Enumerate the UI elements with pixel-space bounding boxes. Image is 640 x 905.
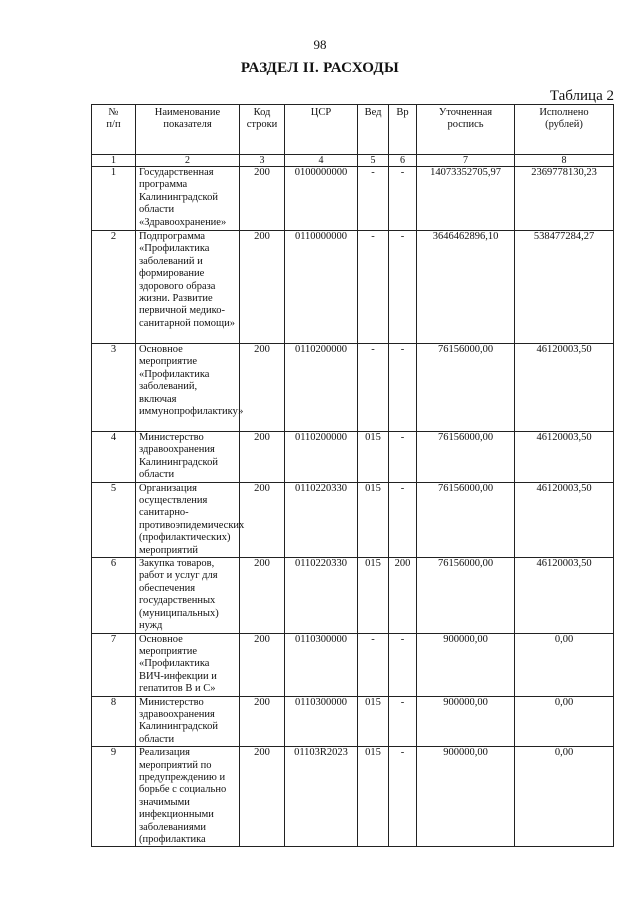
row-code: 200: [240, 747, 285, 847]
row-name: Основное мероприятие «Профилактика заболеваний, включая иммунопрофилактику»: [136, 344, 240, 432]
row-done: 0,00: [515, 633, 614, 696]
row-code: 200: [240, 633, 285, 696]
table-row: [92, 633, 614, 696]
row-plan: 900000,00: [417, 696, 515, 747]
row-vr: -: [389, 167, 417, 231]
row-ved: 015: [358, 432, 389, 483]
row-ved: -: [358, 167, 389, 231]
row-plan: 76156000,00: [417, 558, 515, 633]
col-header-csr: ЦСР: [285, 105, 358, 155]
row-ved: 015: [358, 696, 389, 747]
col-number: 6: [389, 155, 417, 167]
row-done: 46120003,50: [515, 558, 614, 633]
row-code: 200: [240, 432, 285, 483]
row-plan: 900000,00: [417, 747, 515, 847]
row-code: 200: [240, 231, 285, 344]
table-row: [92, 696, 614, 747]
expenses-table: [91, 104, 614, 847]
row-plan: 14073352705,97: [417, 167, 515, 231]
table-row: [92, 482, 614, 557]
row-name: Реализация мероприятий по предупреждению и борьбе с социально значимыми инфекционными заболеваниями (профилактика: [136, 747, 240, 847]
row-plan: 76156000,00: [417, 432, 515, 483]
col-header-plan: Уточненная роспись: [417, 105, 515, 155]
row-code: 200: [240, 482, 285, 557]
row-number: 2: [92, 231, 136, 344]
row-vr: -: [389, 432, 417, 483]
row-plan: 76156000,00: [417, 344, 515, 432]
row-csr: 0110220330: [285, 482, 358, 557]
row-number: 5: [92, 482, 136, 557]
row-csr: 0110220330: [285, 558, 358, 633]
row-number: 6: [92, 558, 136, 633]
col-header-done: Исполнено (рублей): [515, 105, 614, 155]
row-done: 46120003,50: [515, 482, 614, 557]
row-code: 200: [240, 696, 285, 747]
row-ved: 015: [358, 558, 389, 633]
row-csr: 01103R2023: [285, 747, 358, 847]
page-number: 98: [313, 37, 327, 52]
row-name: Закупка товаров, работ и услуг для обеспечения государственных (муниципальных) нужд: [136, 558, 240, 633]
row-csr: 0110300000: [285, 696, 358, 747]
col-number: 5: [358, 155, 389, 167]
col-header-code: Код строки: [240, 105, 285, 155]
row-vr: -: [389, 633, 417, 696]
column-number-row: [92, 155, 614, 167]
row-number: 4: [92, 432, 136, 483]
table-row: [92, 344, 614, 432]
table-row: [92, 432, 614, 483]
row-done: 2369778130,23: [515, 167, 614, 231]
row-code: 200: [240, 167, 285, 231]
table-row: [92, 231, 614, 344]
col-header-vr: Вр: [389, 105, 417, 155]
row-number: 9: [92, 747, 136, 847]
row-name: Государственная программа Калининградской области «Здравоохранение»: [136, 167, 240, 231]
table-row: [92, 747, 614, 847]
row-ved: -: [358, 231, 389, 344]
col-header-number: № п/п: [92, 105, 136, 155]
row-name: Основное мероприятие «Профилактика ВИЧ-инфекции и гепатитов В и С»: [136, 633, 240, 696]
row-vr: -: [389, 344, 417, 432]
row-vr: -: [389, 747, 417, 847]
row-code: 200: [240, 558, 285, 633]
row-done: 0,00: [515, 747, 614, 847]
header-row: [92, 105, 614, 155]
row-ved: 015: [358, 747, 389, 847]
row-csr: 0110300000: [285, 633, 358, 696]
row-vr: -: [389, 482, 417, 557]
col-header-name: Наименование показателя: [136, 105, 240, 155]
row-number: 1: [92, 167, 136, 231]
col-header-ved: Вед: [358, 105, 389, 155]
row-csr: 0110200000: [285, 432, 358, 483]
col-number: 8: [515, 155, 614, 167]
col-number: 1: [92, 155, 136, 167]
row-vr: -: [389, 696, 417, 747]
row-number: 8: [92, 696, 136, 747]
row-name: Министерство здравоохранения Калининградской области: [136, 696, 240, 747]
row-done: 538477284,27: [515, 231, 614, 344]
col-number: 4: [285, 155, 358, 167]
row-number: 3: [92, 344, 136, 432]
row-number: 7: [92, 633, 136, 696]
row-name: Министерство здравоохранения Калининградской области: [136, 432, 240, 483]
col-number: 3: [240, 155, 285, 167]
col-number: 2: [136, 155, 240, 167]
row-name: Организация осуществления санитарно-противоэпидемических (профилактических) мероприятий: [136, 482, 240, 557]
row-ved: 015: [358, 482, 389, 557]
row-ved: -: [358, 633, 389, 696]
table-row: [92, 167, 614, 231]
section-title: РАЗДЕЛ II. РАСХОДЫ: [240, 60, 400, 76]
row-code: 200: [240, 344, 285, 432]
row-plan: 900000,00: [417, 633, 515, 696]
row-plan: 76156000,00: [417, 482, 515, 557]
col-number: 7: [417, 155, 515, 167]
row-vr: 200: [389, 558, 417, 633]
row-csr: 0110000000: [285, 231, 358, 344]
row-plan: 3646462896,10: [417, 231, 515, 344]
row-csr: 0110200000: [285, 344, 358, 432]
row-name: Подпрограмма «Профилактика заболеваний и формирование здорового образа жизни. Развитие первичной медико-санитарной помощи»: [136, 231, 240, 344]
row-ved: -: [358, 344, 389, 432]
row-csr: 0100000000: [285, 167, 358, 231]
row-done: 46120003,50: [515, 344, 614, 432]
row-done: 46120003,50: [515, 432, 614, 483]
table-caption: Таблица 2: [549, 88, 614, 104]
row-done: 0,00: [515, 696, 614, 747]
table-row: [92, 558, 614, 633]
row-vr: -: [389, 231, 417, 344]
